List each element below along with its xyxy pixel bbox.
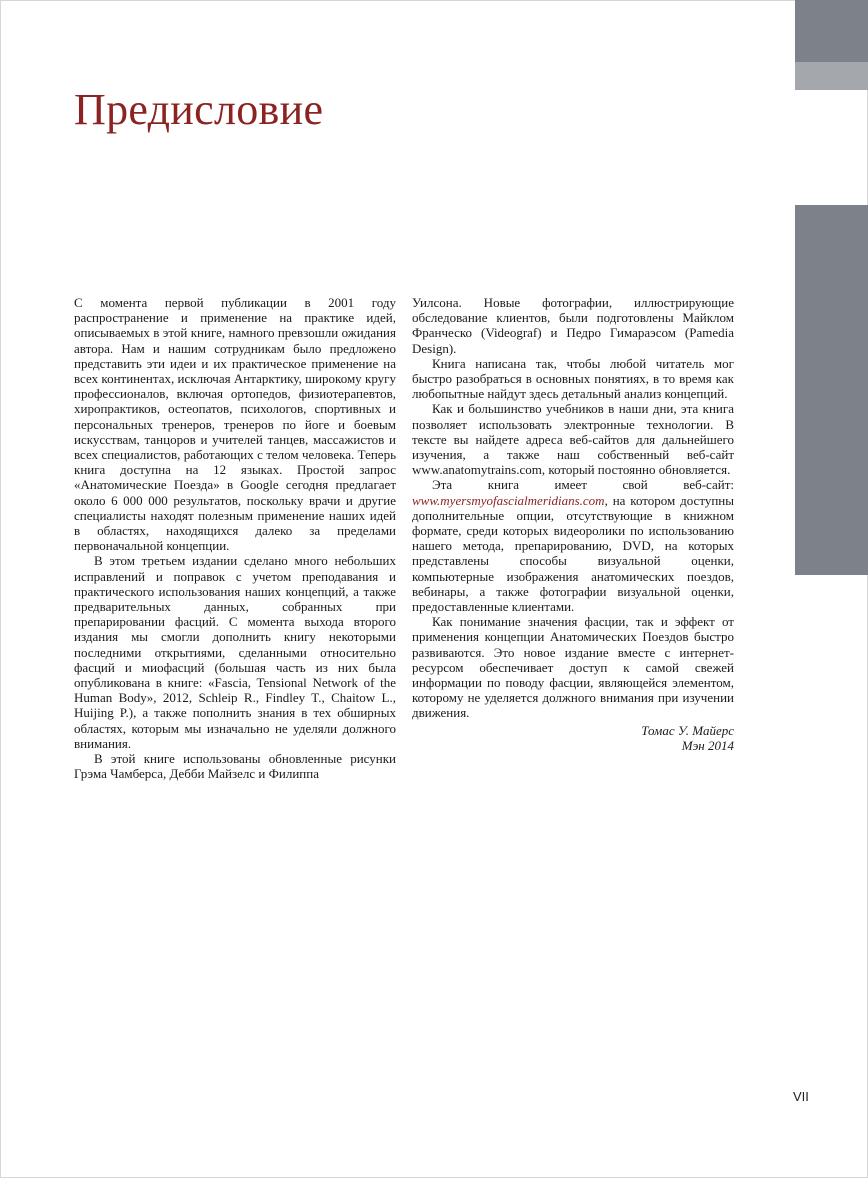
section-tab-highlight [795, 62, 868, 90]
paragraph-7: Как понимание значения фасции, так и эффект от применения концепции Анатомических Поездов быстро развиваются. Это новое издание вместе с интернет-ресурсом обеспечивает доступ к самой свежей информации по поводу фасции, являющейся элементом, которому не уделяется должного внимания при изучении движения. [412, 614, 734, 721]
signature [412, 723, 734, 753]
paragraph-6-lead: Эта книга имеет свой веб-сайт: [432, 477, 734, 493]
paragraph-6-rest: , на котором доступны дополнительные опции, отсутствующие в книжном формате, среди которых видеоролики по использованию нашего метода, препарированию, DVD, на которых представлены способы визуальной оценки, компьютерные изображения анатомических поездов, вебинары, а также фотографии визуальной оценки, предоставленные клиентами. [412, 492, 734, 615]
website-link[interactable]: www.myersmyofascialmeridians.com [412, 492, 605, 508]
paragraph-2: В этом третьем издании сделано много небольших исправлений и поправок с учетом преподавания и практического использования наших концепций, а также предварительных данных, собранных при препарировании фасций. С момента выхода второго издания мы смогли дополнить книгу некоторыми последними открытиями, сделанными относительно фасций и миофасций (большая часть из них была опубликована в книге: «Fascia, Tensional Network of the Human Body», 2012, Schleip R., Findley T., Chaitow L., Huijing P.), а также пополнить знания в тех обширных областях, которым мы изначально не уделяли должного внимания. [74, 553, 396, 751]
signature-place-year: Мэн 2014 [681, 737, 734, 753]
paragraph-5: Как и большинство учебников в наши дни, эта книга позволяет использовать электронные технологии. В тексте вы найдете адреса веб-сайтов для дальнейшего изучения, а также наш собственный веб-сайт www.anatomytrains.com, который постоянно обновляется. [412, 401, 734, 478]
paragraph-1: С момента первой публикации в 2001 году распространение и применение на практике идей, описываемых в этой книге, намного превзошли ожидания автора. Нам и нашим сотрудникам было предложено представить эти идеи и их практическое применение на всех континентах, исключая Антарктику, широкому кругу профессионалов, включая ортопедов, физиотерапевтов, хиропрактиков, остеопатов, психологов, спортивных и персональных тренеров, тренеров по йоге и боевым искусствам, танцоров и учителей танцев, массажистов и всех специалистов, работающих с телом человека. Теперь книга доступна на 12 языках. Простой запрос «Анатомические Поезда» в Google сегодня предлагает около 6 000 000 результатов, поскольку врачи и другие специалисты находят полезным применение наших идей в областях, находящихся далеко за пределами первоначальной концепции. [74, 295, 396, 554]
paragraph-3-continuation: Уилсона. Новые фотографии, иллюстрирующие обследование клиентов, были подготовлены Майклом Франческо (Videograf) и Педро Гимараэсом (Pamedia Design). [412, 295, 734, 356]
paragraph-3: В этой книге использованы обновленные рисунки Грэма Чамберса, Дебби Майзелс и Филиппа [74, 751, 396, 782]
section-tab-long [795, 205, 868, 575]
right-column [412, 295, 734, 753]
paragraph-6 [412, 477, 734, 614]
signature-author: Томас У. Майерс [641, 722, 734, 738]
page-number: VII [793, 1089, 809, 1104]
paragraph-4: Книга написана так, чтобы любой читатель мог быстро разобраться в основных понятиях, в то время как любопытные найдут здесь детальный анализ концепций. [412, 355, 734, 402]
page-title: Предисловие [74, 85, 324, 134]
left-column [74, 295, 396, 782]
section-tab-top [795, 0, 868, 62]
